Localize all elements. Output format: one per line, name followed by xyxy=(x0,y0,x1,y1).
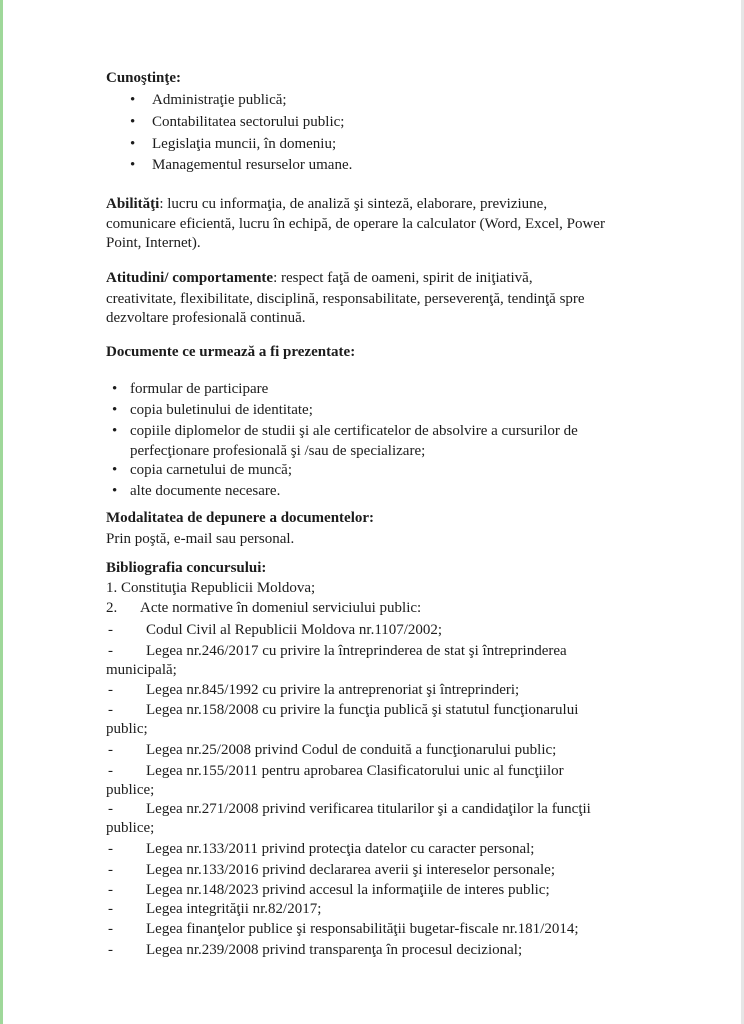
bullet-icon: • xyxy=(112,381,118,397)
documents-title: Documente ce urmează a fi prezentate: xyxy=(106,344,356,360)
knowledge-title: Cunoştinţe: xyxy=(106,70,182,86)
law-item: Legea nr.133/2016 privind declararea averii şi intereselor personale; xyxy=(146,862,555,878)
submission-title: Modalitatea de depunere a documentelor: xyxy=(106,510,375,526)
law-item-continued: municipală; xyxy=(106,662,177,678)
law-item: Legea nr.239/2008 privind transparenţa în procesul decizional; xyxy=(146,942,523,958)
dash-marker: - xyxy=(108,742,113,758)
bibliography-item-number: 2. xyxy=(106,600,118,616)
dash-marker: - xyxy=(108,882,113,898)
abilities-line: : lucru cu informaţia, de analiză şi sinteză, elaborare, previziune, xyxy=(159,196,548,212)
submission-text: Prin poştă, e-mail sau personal. xyxy=(106,531,295,547)
dash-marker: - xyxy=(108,942,113,958)
bibliography-item: 1. Constituţia Republicii Moldova; xyxy=(106,580,316,596)
documents-item: copia buletinului de identitate; xyxy=(130,402,313,418)
law-item: Legea nr.25/2008 privind Codul de conduită a funcţionarului public; xyxy=(146,742,557,758)
attitudes-line: creativitate, flexibilitate, disciplină, responsabilitate, perseverenţă, tendinţă spre xyxy=(106,291,585,307)
dash-marker: - xyxy=(108,622,113,638)
attitudes-label: Atitudini/ comportamente xyxy=(106,270,274,286)
dash-marker: - xyxy=(108,643,113,659)
dash-marker: - xyxy=(108,801,113,817)
attitudes-line: : respect faţă de oameni, spirit de iniţiativă, xyxy=(273,270,533,286)
documents-item: alte documente necesare. xyxy=(130,483,281,499)
law-item: Legea nr.158/2008 cu privire la funcţia publică şi statutul funcţionarului xyxy=(146,702,579,718)
law-item: Codul Civil al Republicii Moldova nr.1107/2002; xyxy=(146,622,443,638)
bullet-icon: • xyxy=(130,114,136,130)
bibliography-title: Bibliografia concursului: xyxy=(106,560,267,576)
bullet-icon: • xyxy=(112,423,118,439)
knowledge-item: Managementul resurselor umane. xyxy=(152,157,353,173)
dash-marker: - xyxy=(108,862,113,878)
law-item-continued: publice; xyxy=(106,820,155,836)
law-item: Legea nr.133/2011 privind protecţia datelor cu caracter personal; xyxy=(146,841,535,857)
knowledge-item: Contabilitatea sectorului public; xyxy=(152,114,345,130)
abilities-line: comunicare eficientă, lucru în echipă, de operare la calculator (Word, Excel, Power xyxy=(106,216,605,232)
law-item: Legea nr.148/2023 privind accesul la informaţiile de interes public; xyxy=(146,882,550,898)
law-item: Legea finanţelor publice şi responsabilităţii bugetar-fiscale nr.181/2014; xyxy=(146,921,579,937)
law-item: Legea integrităţii nr.82/2017; xyxy=(146,901,322,917)
documents-item: copia carnetului de muncă; xyxy=(130,462,293,478)
documents-item: copiile diplomelor de studii şi ale certificatelor de absolvire a cursurilor de xyxy=(130,423,578,439)
law-item-continued: public; xyxy=(106,721,148,737)
documents-item: formular de participare xyxy=(130,381,269,397)
bullet-icon: • xyxy=(130,136,136,152)
bullet-icon: • xyxy=(112,462,118,478)
bullet-icon: • xyxy=(112,483,118,499)
dash-marker: - xyxy=(108,682,113,698)
law-item: Legea nr.246/2017 cu privire la întreprinderea de stat şi întreprinderea xyxy=(146,643,567,659)
attitudes-line: dezvoltare profesională continuă. xyxy=(106,310,306,326)
abilities-line: Point, Internet). xyxy=(106,235,201,251)
bullet-icon: • xyxy=(130,157,136,173)
law-item-continued: publice; xyxy=(106,782,155,798)
dash-marker: - xyxy=(108,841,113,857)
knowledge-item: Administraţie publică; xyxy=(152,92,287,108)
bullet-icon: • xyxy=(130,92,136,108)
bibliography-item: Acte normative în domeniul serviciului public: xyxy=(140,600,422,616)
dash-marker: - xyxy=(108,901,113,917)
knowledge-item: Legislaţia muncii, în domeniu; xyxy=(152,136,337,152)
documents-item-continued: perfecţionare profesională şi /sau de specializare; xyxy=(130,443,426,459)
law-item: Legea nr.155/2011 pentru aprobarea Clasificatorului unic al funcţiilor xyxy=(146,763,564,779)
dash-marker: - xyxy=(108,763,113,779)
dash-marker: - xyxy=(108,702,113,718)
abilities-label: Abilităţi xyxy=(106,196,160,212)
law-item: Legea nr.845/1992 cu privire la antreprenoriat şi întreprinderi; xyxy=(146,682,520,698)
dash-marker: - xyxy=(108,921,113,937)
law-item: Legea nr.271/2008 privind verificarea titularilor şi a candidaţilor la funcţii xyxy=(146,801,591,817)
bullet-icon: • xyxy=(112,402,118,418)
